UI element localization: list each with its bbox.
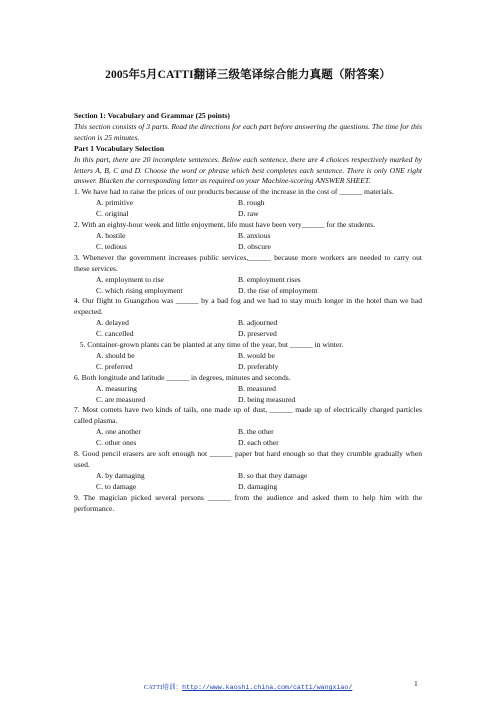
part-instructions: In this part, there are 20 incomplete sentences. Below each sentence, there are 4 choices respectively marked by letters A, B, C and D. Choose the word or phrase which best completes each sentence. There is only ONE right answer. Blacken the corresponding letter as required on your Machine-scoring ANSWER SHEET. (74, 154, 422, 186)
option-c: C. which rising employment (96, 285, 183, 295)
question-list (74, 187, 422, 514)
option-d: D. obscure (238, 241, 271, 251)
answer-options (74, 318, 422, 340)
option-d: D. each other (238, 438, 279, 448)
option-a: A. measuring (96, 383, 137, 393)
option-a: A. should be (96, 350, 135, 360)
question-item (74, 220, 422, 253)
footer-link[interactable]: http://www.kaoshi.china.com/catti/wangxiao/ (182, 684, 353, 691)
option-b: B. measured (238, 383, 276, 393)
page-footer (0, 681, 496, 691)
page-number: 1 (414, 679, 418, 688)
option-b: B. adjourned (238, 318, 278, 328)
option-b: B. would be (238, 350, 275, 360)
option-b: B. anxious (238, 230, 271, 240)
question-text: 9. The magician picked several persons ______ from the audience and asked them to help him with the performance. (74, 492, 422, 513)
question-text: 7. Most comets have two kinds of tails, one made up of dust, ______ made up of electrically charged particles called plasma. (74, 405, 422, 426)
option-d: D. damaging (238, 481, 278, 491)
question-item (74, 253, 422, 297)
question-text: 2. With an eighty-hour week and little enjoyment, life must have been very______ for the students. (74, 220, 376, 230)
answer-options (74, 471, 422, 493)
option-b: B. so that they damage (238, 470, 308, 480)
option-b: B. the other (238, 427, 274, 437)
question-text: 1. We have had to raise the prices of our products because of the increase in the cost of ______ materials. (74, 187, 394, 197)
question-text: 3. Whenever the government increases public services,______ because more workers are needed to carry out these services. (74, 252, 422, 273)
answer-options (74, 198, 422, 220)
option-a: A. one another (96, 427, 141, 437)
option-c: C. are measured (96, 394, 146, 404)
option-a: A. hostile (96, 230, 126, 240)
document-body (74, 111, 422, 515)
answer-options (74, 351, 422, 373)
option-d: D. raw (238, 209, 259, 219)
part-heading: Part 1 Vocabulary Selection (74, 143, 165, 153)
option-a: A. employment to rise (96, 274, 164, 284)
question-item (74, 373, 422, 406)
option-d: D. preferably (238, 361, 279, 371)
section-heading: Section 1: Vocabulary and Grammar (25 points) (74, 111, 230, 120)
answer-options (74, 231, 422, 253)
section-instructions: This section consists of 3 parts. Read the directions for each part before answering the questions. The time for this section is 25 minutes. (74, 121, 422, 142)
answer-options (74, 427, 422, 449)
answer-options (74, 384, 422, 406)
option-b: B. rough (238, 198, 265, 208)
question-item (74, 187, 422, 220)
question-item (74, 449, 422, 493)
page-title: 2005年5月CATTI翻译三级笔译综合能力真题（附答案） (105, 69, 391, 81)
option-d: D. being measured (238, 394, 296, 404)
question-item (74, 340, 422, 373)
question-text: 8. Good pencil erasers are soft enough not ______ paper but hard enough so that they crumble gradually when used. (74, 449, 422, 469)
option-b: B. employment rises (238, 274, 301, 284)
option-d: D. preserved (238, 329, 277, 339)
question-item (74, 493, 422, 515)
question-text: 5. Container-grown plants can be planted at any time of the year, but ______ in winter. (74, 340, 344, 350)
footer-label: CATTI培训： (143, 684, 183, 691)
option-d: D. the rise of employment (238, 285, 318, 295)
option-a: A. delayed (96, 318, 129, 328)
option-c: C. tedious (96, 241, 127, 251)
option-c: C. cancelled (96, 329, 134, 339)
option-a: A. by damaging (96, 470, 145, 480)
question-text: 6. Both longitude and latitude ______ in degrees, minutes and seconds. (74, 372, 291, 382)
question-text: 4. Our flight to Guangzhou was ______ by a bad fog and we had to stay much longer in the hotel than we had expected. (74, 296, 422, 317)
question-item (74, 405, 422, 449)
option-c: C. other ones (96, 438, 137, 448)
question-item (74, 296, 422, 340)
option-c: C. to damage (96, 481, 137, 491)
option-c: C. original (96, 209, 129, 219)
answer-options (74, 275, 422, 297)
option-c: C. preferred (96, 361, 133, 371)
option-a: A. primitive (96, 198, 134, 208)
